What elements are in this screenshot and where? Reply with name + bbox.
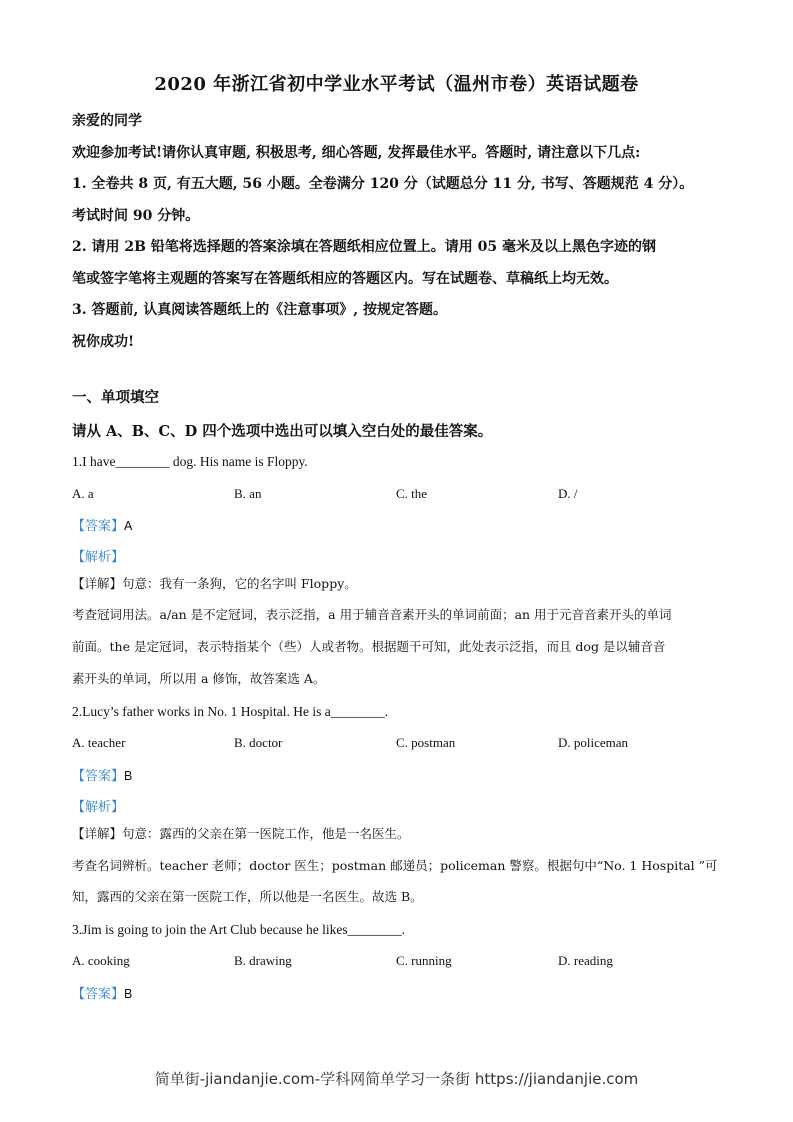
option-3c: C. running: [396, 953, 452, 968]
answer-label: 【答案】: [72, 987, 125, 1002]
intro-line: 亲爱的同学: [72, 113, 142, 129]
answer-row-3: [72, 983, 132, 1002]
explanation-line: 考查冠词用法。a/an 是不定冠词，表示泛指，a 用于辅音音素开头的单词前面；an 用于元音音素开头的单词: [72, 607, 672, 622]
option-1a: A. a: [72, 486, 94, 501]
detail-text: 句意：露西的父亲在第一医院工作，他是一名医生。: [122, 826, 410, 841]
option-3d: D. reading: [558, 953, 613, 968]
option-1c: C. the: [396, 486, 428, 501]
answer-label: 【答案】: [72, 519, 125, 534]
answer-label: 【答案】: [72, 769, 125, 784]
page-title: 2020 年浙江省初中学业水平考试（温州市卷）英语试题卷: [154, 74, 639, 95]
answer-row-1: [72, 515, 132, 534]
option-2a: A. teacher: [72, 735, 126, 750]
detail-text: 句意：我有一条狗，它的名字叫 Floppy。: [122, 576, 357, 591]
answer-row-2: [72, 765, 132, 784]
detail-label: 【详解】: [72, 576, 123, 591]
explanation-line: 考查名词辨析。teacher 老师；doctor 医生；postman 邮递员；policeman 警察。根据句中“No. 1 Hospital ”可: [72, 858, 718, 873]
analysis-row-1: [72, 546, 124, 565]
option-1d: D. /: [558, 486, 578, 501]
question-stem-1: 1.I have________ dog. His name is Floppy.: [72, 454, 308, 469]
analysis-label: 【解析】: [72, 800, 125, 815]
answer-value: B: [124, 769, 133, 783]
question-stem-2: 2.Lucy’s father works in No. 1 Hospital. He is a________.: [72, 704, 389, 719]
detail-row-2: [72, 821, 410, 847]
answer-value: A: [124, 519, 133, 533]
intro-line: 3. 答题前, 认真阅读答题纸上的《注意事项》, 按规定答题。: [72, 302, 447, 318]
intro-line: 1. 全卷共 8 页, 有五大题, 56 小题。全卷满分 120 分（试题总分 11 分, 书写、答题规范 4 分）。: [72, 176, 694, 192]
explanation-line: 前面。the 是定冠词，表示特指某个（些）人或者物。根据题干可知，此处表示泛指，而且 dog 是以辅音音: [72, 639, 666, 654]
option-2b: B. doctor: [234, 735, 283, 750]
option-3a: A. cooking: [72, 953, 130, 968]
intro-line: 欢迎参加考试!请你认真审题, 积极思考, 细心答题, 发挥最佳水平。答题时, 请注意以下几点:: [72, 144, 641, 161]
detail-row-1: [72, 571, 357, 597]
intro-line: 笔或签字笔将主观题的答案写在答题纸相应的答题区内。写在试题卷、草稿纸上均无效。: [72, 270, 618, 287]
intro-line: 2. 请用 2B 铅笔将选择题的答案涂填在答题纸相应位置上。请用 05 毫米及以上黑色字迹的钢: [72, 239, 657, 255]
analysis-label: 【解析】: [72, 550, 125, 565]
question-stem-3: 3.Jim is going to join the Art Club because he likes________.: [72, 922, 405, 937]
option-3b: B. drawing: [234, 953, 292, 968]
intro-line: 考试时间 90 分钟。: [72, 207, 200, 224]
explanation-line: 素开头的单词，所以用 a 修饰，故答案选 A。: [72, 671, 326, 686]
option-1b: B. an: [234, 486, 262, 501]
answer-value: B: [124, 987, 133, 1001]
option-2c: C. postman: [396, 735, 456, 750]
intro-line: 祝你成功!: [72, 333, 135, 350]
analysis-row-2: [72, 796, 124, 815]
section-instruction: 请从 A、B、C、D 四个选项中选出可以填入空白处的最佳答案。: [72, 423, 493, 440]
detail-label: 【详解】: [72, 826, 123, 841]
intro-notes: [72, 106, 732, 358]
section-heading: 一、单项填空: [72, 389, 159, 406]
watermark-footer: 简单街-jiandanjie.com-学科网简单学习一条街 https://jiandanjie.com: [154, 1070, 639, 1088]
option-2d: D. policeman: [558, 735, 629, 750]
explanation-line: 知，露西的父亲在第一医院工作，所以他是一名医生。故选 B。: [72, 889, 423, 904]
